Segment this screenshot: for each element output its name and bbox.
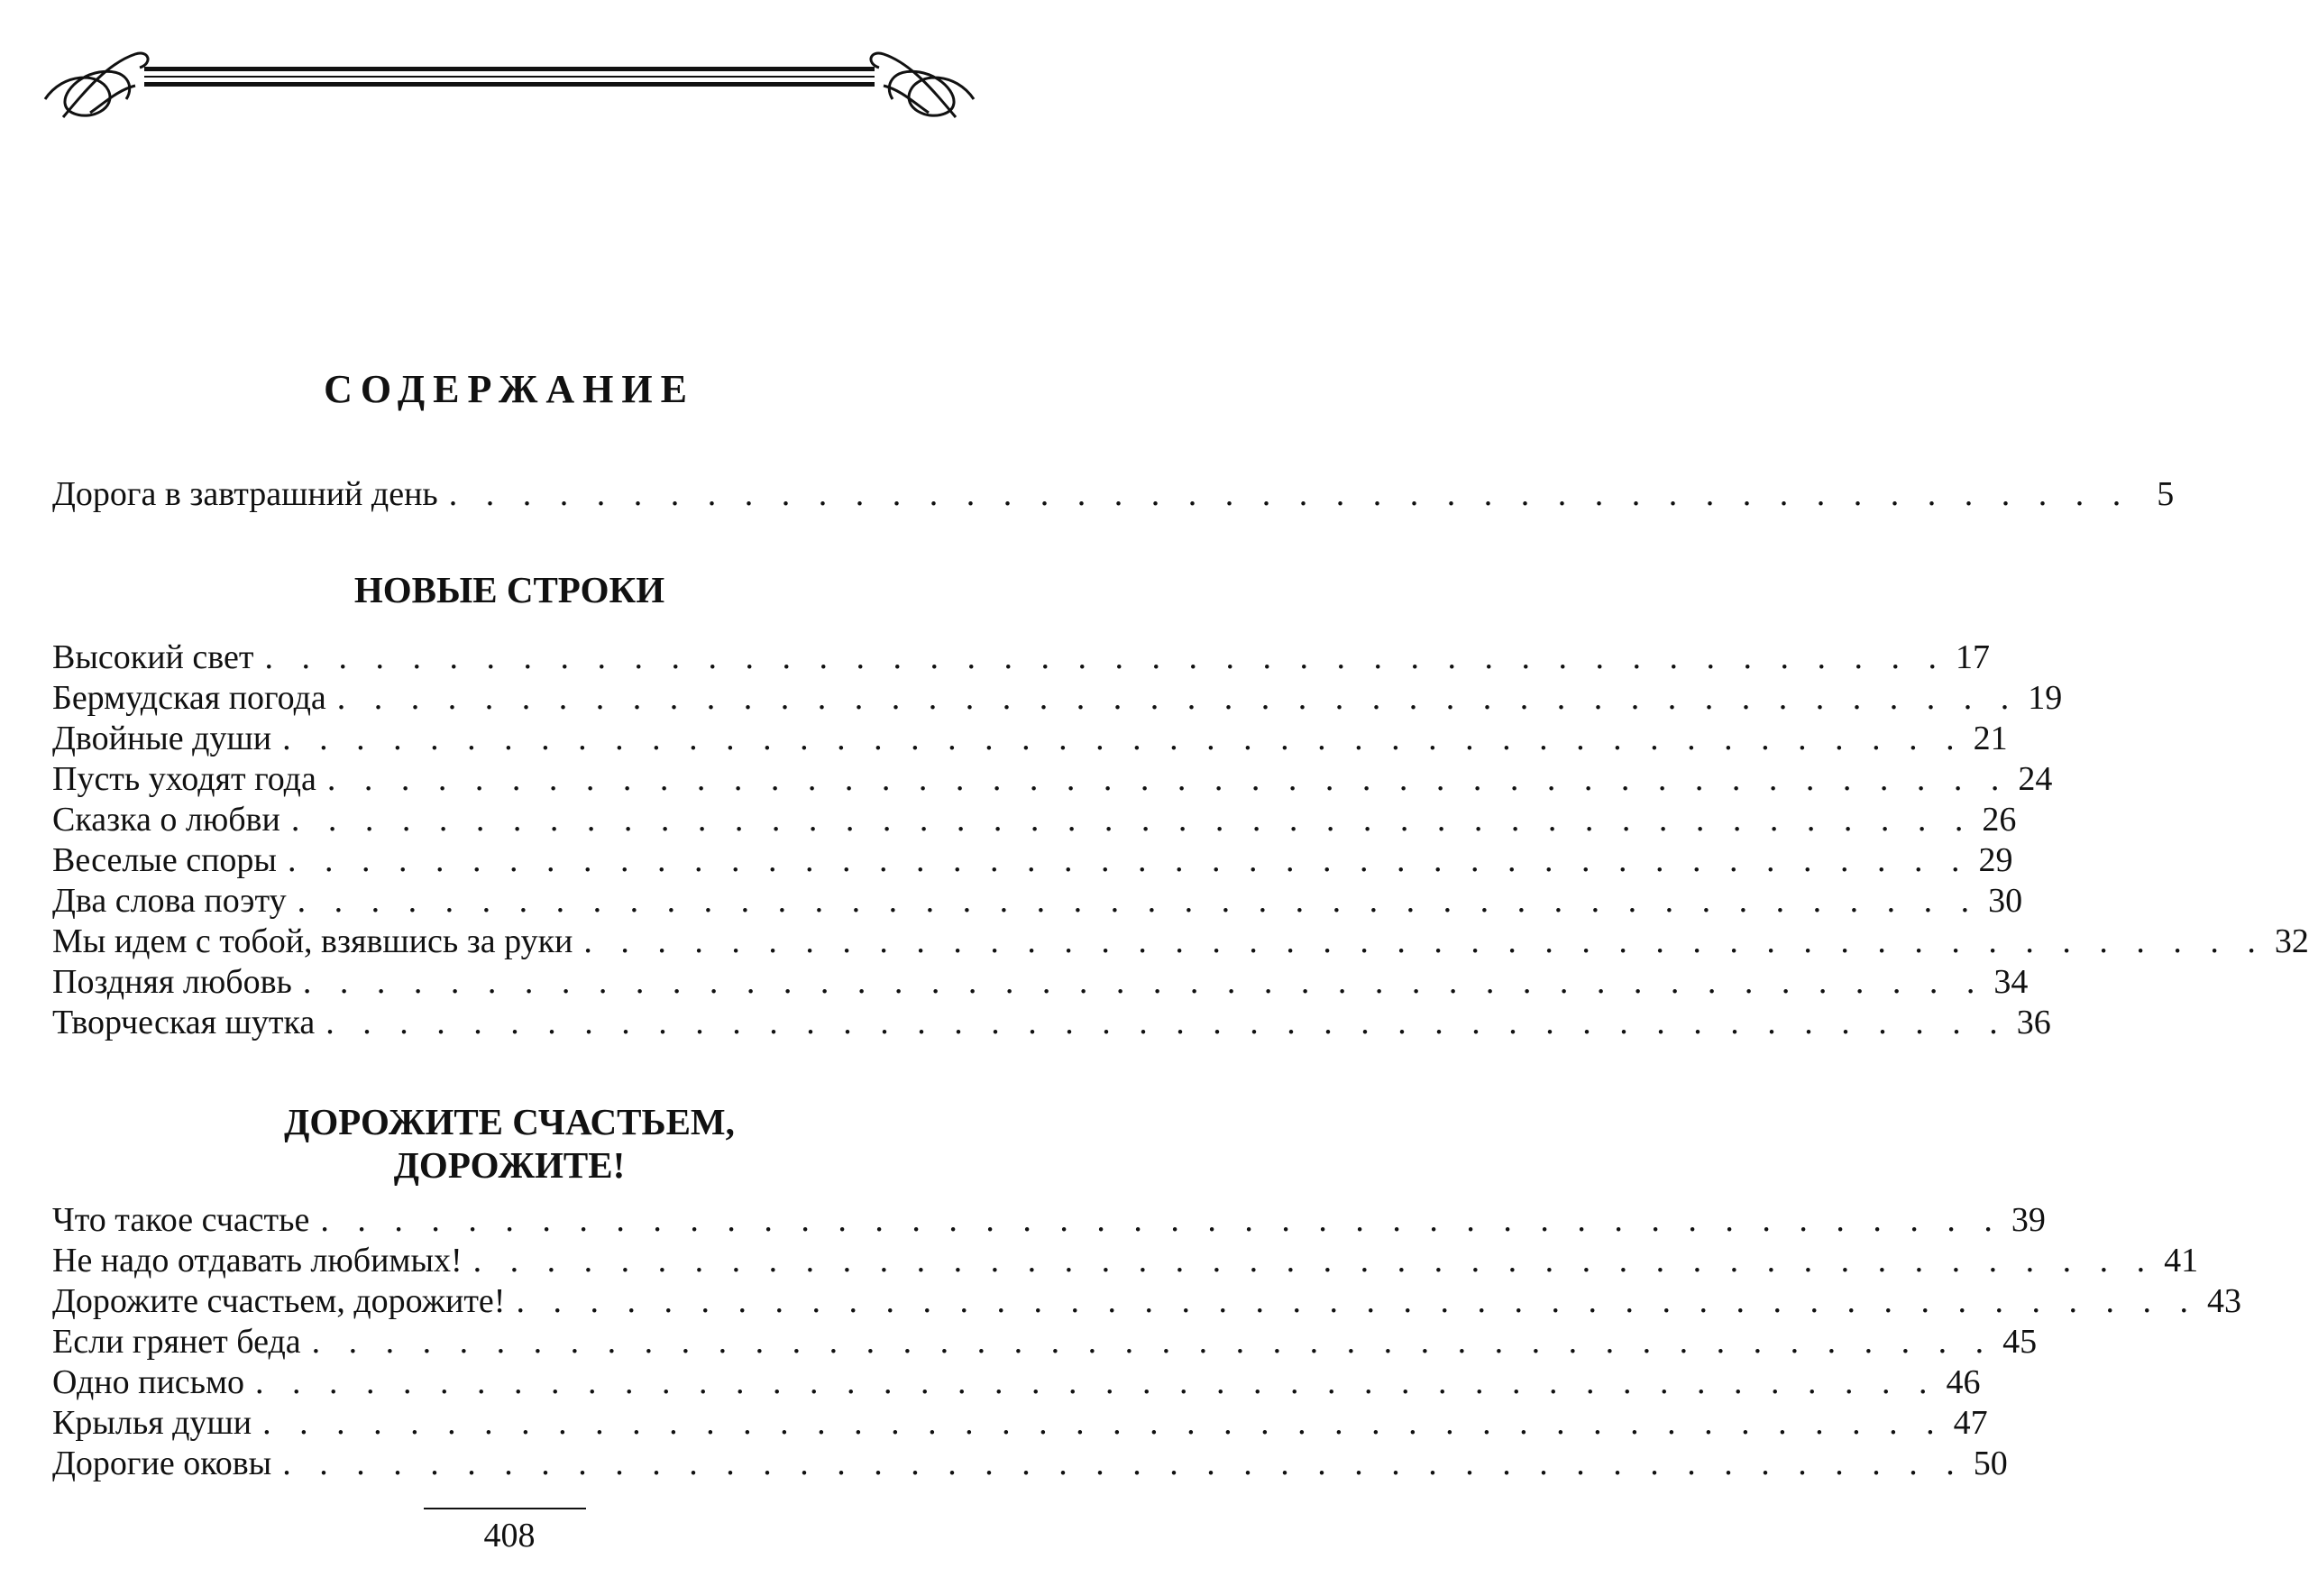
toc-entry-label: Дорога в завтрашний день bbox=[52, 475, 438, 513]
page-title: СОДЕРЖАНИЕ bbox=[324, 367, 695, 411]
toc-entry-label: Одно письмо bbox=[52, 1363, 245, 1401]
toc-entry-label: Дорогие оковы bbox=[52, 1445, 272, 1482]
toc-leader-dots: . . . . . . . . . . . . . . . . . . . . . . . . . . . . . . . . . . . . . . . . . . . . . . bbox=[516, 1282, 2198, 1320]
toc-leader-dots: . . . . . . . . . . . . . . . . . . . . . . . . . . . . . . . . . . . . . . . . . . . . . . bbox=[262, 1404, 1945, 1442]
toc-entry-page: 30 bbox=[1988, 882, 2023, 920]
toc-entry bbox=[52, 677, 2063, 719]
toc-entry-page: 43 bbox=[2206, 1282, 2241, 1320]
toc-entry bbox=[52, 961, 2029, 1003]
toc-leader-dots: . . . . . . . . . . . . . . . . . . . . . . . . . . . . . . . . . . . . . . . . . . . . . . bbox=[282, 1445, 1965, 1482]
toc-entry-label: Если грянет беда bbox=[52, 1323, 301, 1361]
toc-entry bbox=[52, 1321, 2038, 1362]
toc-entry-page: 5 bbox=[2157, 475, 2175, 513]
toc-leader-dots: . . . . . . . . . . . . . . . . . . . . . . . . . . . . . . . . . . . . . . . . . . . . . . bbox=[282, 720, 1965, 757]
toc-entry bbox=[52, 921, 2309, 962]
toc-leader-dots: . . . . . . . . . . . . . . . . . . . . . . . . . . . . . . . . . . . . . . . . . . . . . . bbox=[472, 1242, 2156, 1280]
section-title bbox=[0, 568, 1019, 611]
toc-leader-dots: . . . . . . . . . . . . . . . . . . . . . . . . . . . . . . . . . . . . . . . . . . . . . . bbox=[311, 1323, 1994, 1361]
toc-entry-page: 24 bbox=[2018, 760, 2053, 798]
toc-entry-page: 29 bbox=[1978, 841, 2013, 879]
toc-leader-dots: . . . . . . . . . . . . . . . . . . . . . . . . . . . . . . . . . . . . . . . . . . . . . . bbox=[302, 963, 1985, 1001]
toc-entry-page: 46 bbox=[1946, 1363, 1981, 1401]
toc-entry bbox=[52, 1240, 2199, 1281]
toc-entry-page: 47 bbox=[1953, 1404, 1988, 1442]
toc-entry-page: 41 bbox=[2164, 1242, 2199, 1280]
toc-entry bbox=[52, 1199, 2046, 1241]
toc-entry-page: 36 bbox=[2016, 1004, 2051, 1041]
toc-leader-dots: . . . . . . . . . . . . . . . . . . . . . . . . . . . . . . . . . . . . . . . . . . . . . . bbox=[320, 1201, 2002, 1239]
toc-entry bbox=[52, 718, 2008, 759]
toc-entry-page: 17 bbox=[1955, 638, 1990, 676]
toc-entry-page: 19 bbox=[2028, 679, 2063, 717]
toc-entry bbox=[52, 839, 2013, 881]
toc-entry-label: Двойные души bbox=[52, 720, 272, 757]
toc-entry-label: Поздняя любовь bbox=[52, 963, 292, 1001]
toc-entry bbox=[52, 1002, 2051, 1043]
toc-entry bbox=[52, 799, 2017, 840]
toc-entry-page: 26 bbox=[1982, 801, 2017, 839]
toc-leader-dots: . . . . . . . . . . . . . . . . . . . . . . . . . . . . . . . . . . . . . . . . . . . . . . bbox=[255, 1363, 1938, 1401]
toc-entry bbox=[52, 880, 2023, 922]
toc-entry-label: Веселые споры bbox=[52, 841, 277, 879]
toc-entry-label: Творческая шутка bbox=[52, 1004, 316, 1041]
toc-entry-label: Не надо отдавать любимых! bbox=[52, 1242, 463, 1280]
header-ornament bbox=[36, 36, 983, 126]
toc-entry bbox=[52, 1280, 2241, 1322]
toc-entry bbox=[52, 1443, 2008, 1484]
toc-entry bbox=[52, 637, 1990, 678]
toc-leader-dots: . . . . . . . . . . . . . . . . . . . . . . . . . . . . . . . . . . . . . . . . . . . . . . bbox=[287, 841, 1970, 879]
section-title-line: НОВЫЕ СТРОКИ bbox=[353, 569, 665, 610]
toc-entry bbox=[52, 473, 2175, 515]
toc-entry-page: 45 bbox=[2002, 1323, 2038, 1361]
section-title-line: ДОРОЖИТЕ СЧАСТЬЕМ, bbox=[284, 1101, 735, 1142]
toc-entry-label: Бермудская погода bbox=[52, 679, 326, 717]
toc-entry-label: Два слова поэту bbox=[52, 882, 287, 920]
toc-entry bbox=[52, 758, 2053, 800]
section-title bbox=[0, 1100, 1019, 1187]
toc-entry-page: 39 bbox=[2011, 1201, 2046, 1239]
toc-leader-dots: . . . . . . . . . . . . . . . . . . . . . . . . . . . . . . . . . . . . . . . . . . . . . . bbox=[325, 1004, 2008, 1041]
page-number-rule bbox=[424, 1508, 586, 1509]
toc-leader-dots: . . . . . . . . . . . . . . . . . . . . . . . . . . . . . . . . . . . . . . . . . . . . . . bbox=[583, 922, 2266, 960]
toc-entry-page: 50 bbox=[1973, 1445, 2008, 1482]
toc-entry bbox=[52, 1362, 1981, 1403]
toc-entry-label: Дорожите счастьем, дорожите! bbox=[52, 1282, 506, 1320]
section-title-line: ДОРОЖИТЕ! bbox=[393, 1144, 626, 1186]
page-number: 408 bbox=[483, 1517, 536, 1555]
toc-entry-label: Что такое счастье bbox=[52, 1201, 310, 1239]
toc-leader-dots: . . . . . . . . . . . . . . . . . . . . . . . . . . . . . . . . . . . . . . . . . . . . . . bbox=[290, 801, 1974, 839]
toc-leader-dots: . . . . . . . . . . . . . . . . . . . . . . . . . . . . . . . . . . . . . . . . . . . . . . bbox=[264, 638, 1947, 676]
toc-entry-label: Крылья души bbox=[52, 1404, 252, 1442]
toc-leader-dots: . . . . . . . . . . . . . . . . . . . . . . . . . . . . . . . . . . . . . . . . . . . . . . bbox=[297, 882, 1980, 920]
toc-entry bbox=[52, 1402, 1988, 1444]
toc-leader-dots: . . . . . . . . . . . . . . . . . . . . . . . . . . . . . . . . . . . . . . . . . . . . . . bbox=[326, 760, 2010, 798]
toc-entry-page: 32 bbox=[2274, 922, 2309, 960]
toc-entry-label: Сказка о любви bbox=[52, 801, 280, 839]
toc-leader-dots: . . . . . . . . . . . . . . . . . . . . . . . . . . . . . . . . . . . . . . . . . . . . . . bbox=[336, 679, 2020, 717]
toc-entry-label: Мы идем с тобой, взявшись за руки bbox=[52, 922, 573, 960]
toc-entry-page: 34 bbox=[1993, 963, 2029, 1001]
toc-entry-label: Высокий свет bbox=[52, 638, 254, 676]
toc-entry-page: 21 bbox=[1973, 720, 2008, 757]
toc-leader-dots: . . . . . . . . . . . . . . . . . . . . . . . . . . . . . . . . . . . . . . . . . . . . . . bbox=[448, 475, 2131, 513]
toc-entry-label: Пусть уходят года bbox=[52, 760, 316, 798]
